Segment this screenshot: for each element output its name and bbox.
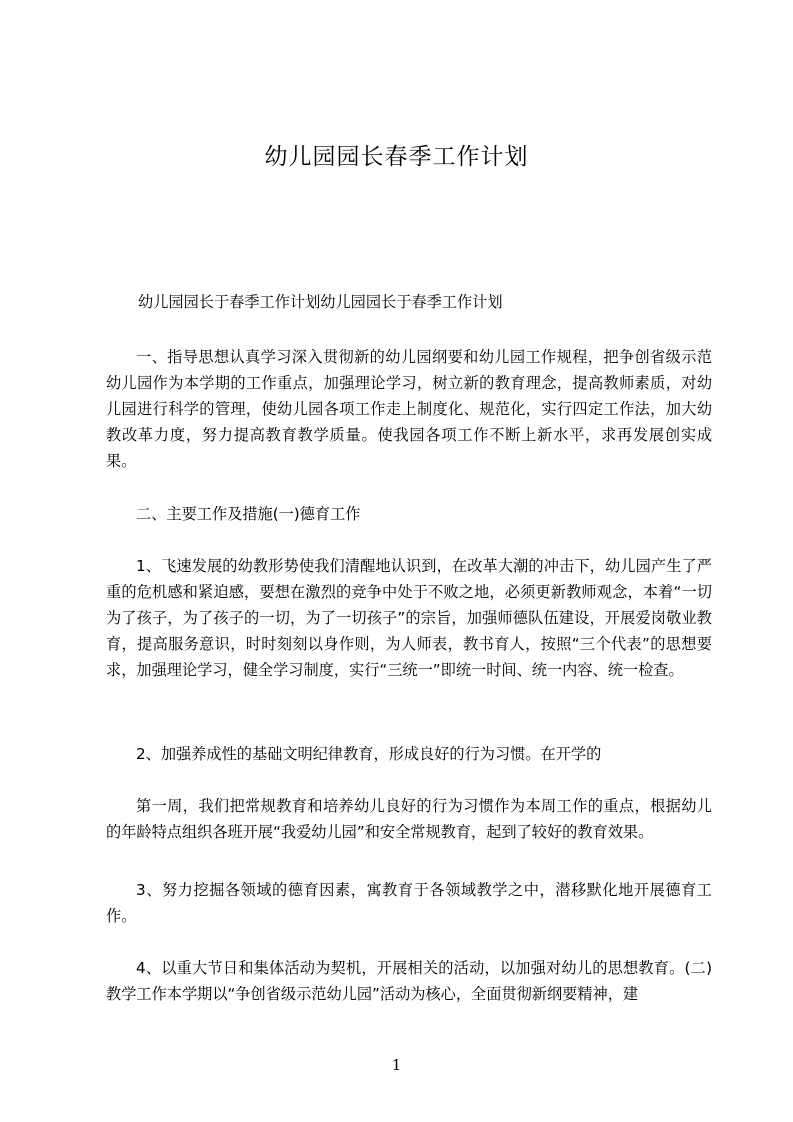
paragraph-first-week: 第一周，我们把常规教育和培养幼儿良好的行为习惯作为本周工作的重点，根据幼儿的年龄特点组织各班开展“我爱幼儿园”和安全常规教育，起到了较好的教育效果。 <box>106 797 712 841</box>
page-number: 1 <box>391 1056 402 1074</box>
page-title: 幼儿园园长春季工作计划 <box>264 144 529 170</box>
paragraph-guiding-ideology: 一、指导思想认真学习深入贯彻新的幼儿园纲要和幼儿园工作规程，把争创省级示范幼儿园作为本学期的工作重点，加强理论学习，树立新的教育理念，提高教师素质，对幼儿园进行科学的管理，使幼儿园各项工作走上制度化、规范化，实行四定工作法，加大幼教改革力度，努力提高教育教学质量。使我园各项工作不断上新水平，求再发展创实成果。 <box>106 348 712 470</box>
paragraph-moral-education-1: 1、飞速发展的幼教形势使我们清醒地认识到，在改革大潮的冲击下，幼儿园产生了严重的危机感和紧迫感，要想在激烈的竞争中处于不败之地，必须更新教师观念，本着“一切为了孩子，为了孩子的一切，为了一切孩子”的宗旨，加强师德队伍建设，开展爱岗敬业教育，提高服务意识，时时刻刻以身作则，为人师表，教书育人，按照“三个代表”的思想要求，加强理论学习，健全学习制度，实行“三统一”即统一时间、统一内容、统一检查。 <box>106 557 712 679</box>
paragraph-moral-education-3: 3、努力挖掘各领域的德育因素，寓教育于各领域教学之中，潜移默化地开展德育工作。 <box>106 881 712 925</box>
paragraph-moral-education-4: 4、以重大节日和集体活动为契机，开展相关的活动，以加强对幼儿的思想教育。(二)教学工作本学期以“争创省级示范幼儿园”活动为核心，全面贯彻新纲要精神，建 <box>106 959 712 1003</box>
section-heading-main-work: 二、主要工作及措施(一)德育工作 <box>136 505 361 523</box>
document-subtitle: 幼儿园园长于春季工作计划幼儿园园长于春季工作计划 <box>138 293 503 311</box>
paragraph-moral-education-2: 2、加强养成性的基础文明纪律教育，形成良好的行为习惯。在开学的 <box>136 745 602 763</box>
